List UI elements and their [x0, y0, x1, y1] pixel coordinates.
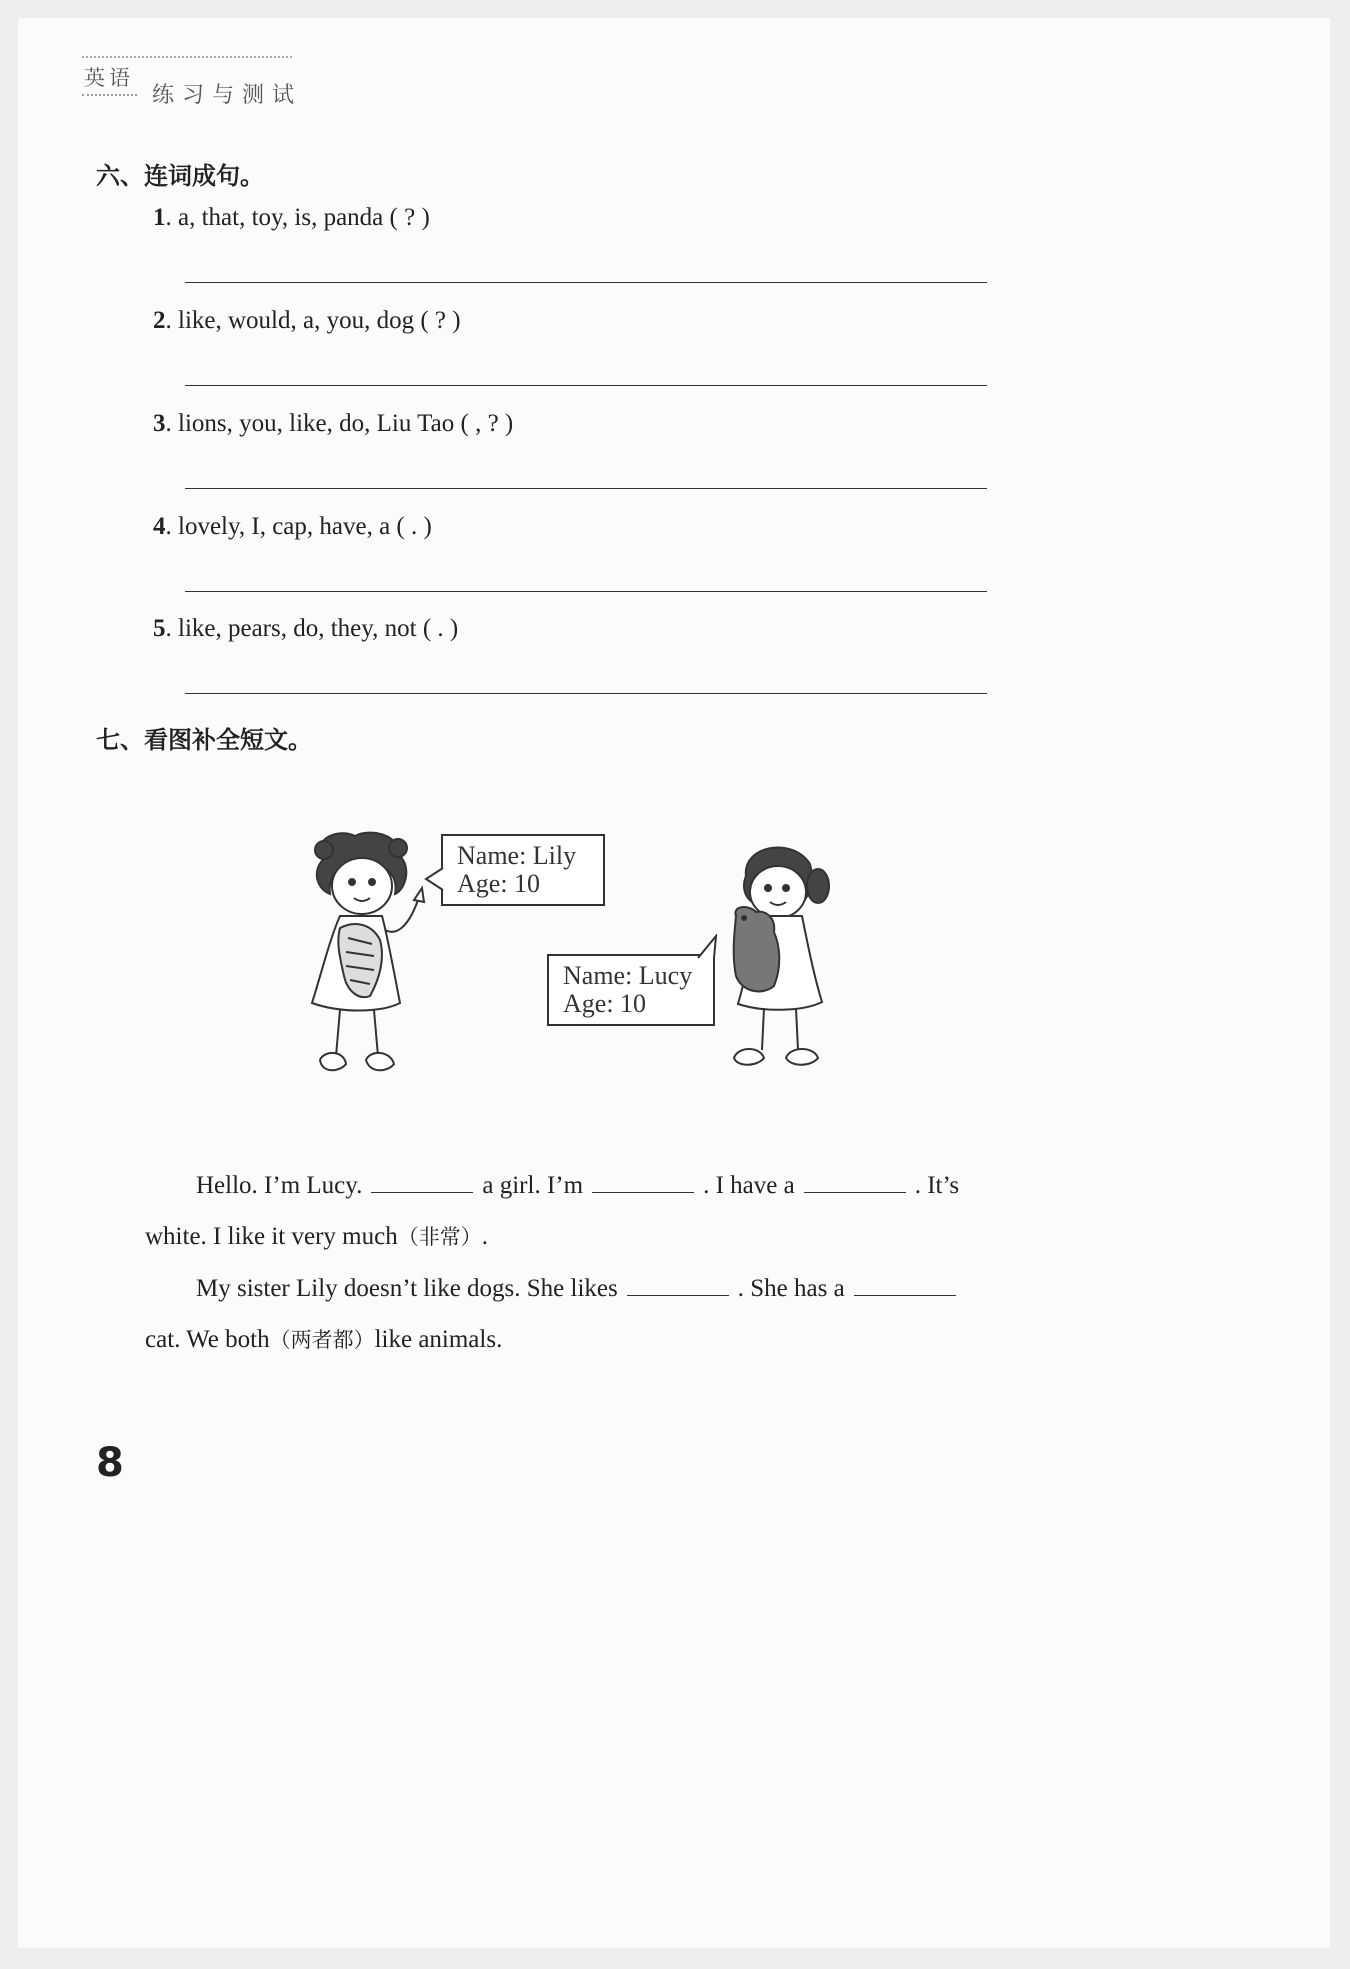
- passage-p3b: . She has a: [737, 1275, 845, 1302]
- passage-p2b: .: [481, 1223, 488, 1250]
- question-2: [153, 307, 461, 335]
- passage-p4-note: （两者都）: [269, 1328, 375, 1352]
- passage-p1b: a girl. I’m: [482, 1172, 584, 1199]
- question-3-number: 3: [153, 410, 166, 437]
- header-subject: 英语: [82, 62, 137, 96]
- passage-line-2: [145, 1221, 488, 1251]
- header-dotted-rule: [82, 56, 292, 58]
- question-5-text: . like, pears, do, they, not ( . ): [165, 615, 459, 642]
- blank-2[interactable]: [592, 1170, 694, 1193]
- section-6-title: 六、连词成句。: [96, 162, 264, 190]
- page-number: 8: [96, 1440, 124, 1486]
- passage-p1a: Hello. I’m Lucy.: [196, 1172, 363, 1199]
- passage-p4b: like animals.: [374, 1326, 503, 1353]
- question-1-number: 1: [153, 204, 166, 231]
- answer-line-4[interactable]: [185, 591, 987, 592]
- section-7-title: 七、看图补全短文。: [96, 726, 312, 754]
- answer-line-2[interactable]: [185, 385, 987, 386]
- passage-p4a: cat. We both: [145, 1326, 270, 1353]
- question-3: [153, 410, 513, 438]
- question-2-number: 2: [153, 307, 166, 334]
- question-2-text: . like, would, a, you, dog ( ? ): [165, 307, 461, 334]
- passage-p1d: . It’s: [914, 1172, 960, 1199]
- blank-4[interactable]: [627, 1273, 729, 1296]
- question-1: [153, 204, 430, 232]
- header-title: 练习与测试: [152, 83, 303, 108]
- passage-line-1: [196, 1170, 959, 1200]
- lucy-name: Name: Lucy: [563, 961, 693, 990]
- question-1-text: . a, that, toy, is, panda ( ? ): [165, 204, 430, 231]
- lucy-age: Age: 10: [563, 989, 647, 1018]
- passage-p2a: white. I like it very much: [145, 1223, 398, 1250]
- question-4-number: 4: [153, 513, 166, 540]
- lily-age: Age: 10: [457, 869, 541, 898]
- passage-p3a: My sister Lily doesn’t like dogs. She likes: [196, 1275, 618, 1302]
- question-4-text: . lovely, I, cap, have, a ( . ): [165, 513, 432, 540]
- answer-line-5[interactable]: [185, 693, 987, 694]
- answer-line-1[interactable]: [185, 282, 987, 283]
- lily-girl-illustration: [300, 828, 430, 1088]
- question-5-number: 5: [153, 615, 166, 642]
- blank-3[interactable]: [804, 1170, 906, 1193]
- answer-line-3[interactable]: [185, 488, 987, 489]
- question-3-text: . lions, you, like, do, Liu Tao ( , ? ): [165, 410, 514, 437]
- passage-p2-note: （非常）: [397, 1225, 482, 1249]
- lucy-girl-illustration: [722, 836, 842, 1076]
- lily-info-box: [441, 834, 605, 906]
- passage-line-3: [196, 1273, 965, 1303]
- lucy-info-box: [547, 954, 715, 1026]
- lucy-box-pointer: [696, 934, 720, 960]
- lily-box-pointer: [424, 866, 444, 892]
- lily-name: Name: Lily: [457, 841, 577, 870]
- passage-line-4: [145, 1324, 502, 1354]
- question-5: [153, 615, 458, 643]
- blank-5[interactable]: [854, 1273, 956, 1296]
- passage-p1c: . I have a: [703, 1172, 795, 1199]
- question-4: [153, 513, 432, 541]
- blank-1[interactable]: [371, 1170, 473, 1193]
